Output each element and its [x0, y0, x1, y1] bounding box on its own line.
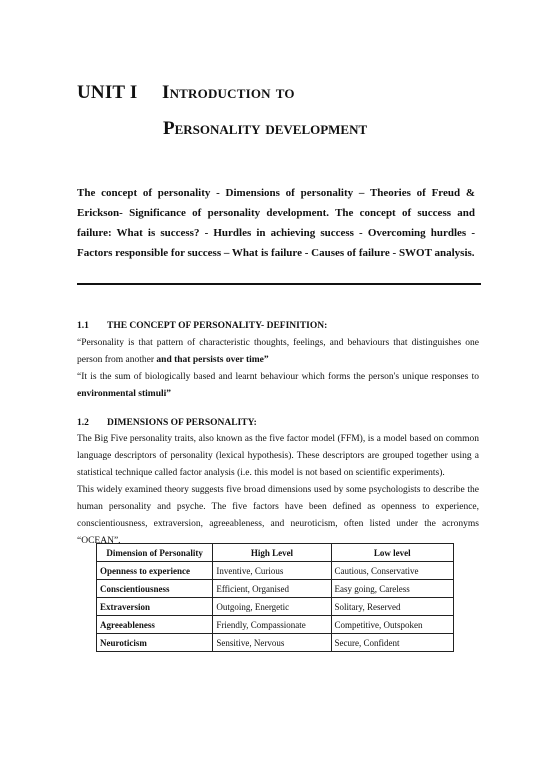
low-level-cell: Competitive, Outspoken	[331, 616, 453, 634]
unit-number: UNIT I	[77, 82, 138, 103]
section-number: 1.1	[77, 321, 89, 331]
definition-emphasis: and that persists over time”	[156, 355, 269, 365]
column-header: Dimension of Personality	[97, 544, 213, 562]
column-header: High Level	[213, 544, 331, 562]
high-level-cell: Inventive, Curious	[213, 562, 331, 580]
section-title: THE CONCEPT OF PERSONALITY- DEFINITION:	[107, 321, 328, 331]
high-level-cell: Efficient, Organised	[213, 580, 331, 598]
table-row	[97, 580, 454, 598]
table-row	[97, 616, 454, 634]
unit-summary: The concept of personality - Dimensions of personality – Theories of Freud & Erickson- Significance of personality development. The concept of success and failure: What is success? - Hurdles in achieving success - Overcoming hurdles - Factors responsible for success – What is failure - Causes of failure - SWOT analysis.	[77, 187, 475, 259]
high-level-cell: Sensitive, Nervous	[213, 634, 331, 652]
dimension-cell: Conscientiousness	[97, 580, 213, 598]
unit-heading	[77, 82, 295, 104]
big-five-paragraph: The Big Five personality traits, also known as the five factor model (FFM), is a model based on common language descriptors of personality (lexical hypothesis). These descriptors are grouped together using a statistical technique called factor analysis (i.e. this model is not based on scientific experiments).	[77, 434, 479, 478]
definition-emphasis: environmental stimuli”	[77, 389, 172, 399]
section-heading-1-2	[77, 418, 257, 428]
high-level-cell: Outgoing, Energetic	[213, 598, 331, 616]
dimension-cell: Agreeableness	[97, 616, 213, 634]
definition-text: “Personality is that pattern of characteristic thoughts, feelings, and behaviours that distinguishes one person from another	[77, 338, 479, 365]
table-row	[97, 562, 454, 580]
dimension-cell: Neuroticism	[97, 634, 213, 652]
low-level-cell: Cautious, Conservative	[331, 562, 453, 580]
definition-text: “It is the sum of biologically based and learnt behaviour which forms the person's unique responses to	[77, 372, 479, 382]
section-divider	[77, 283, 481, 285]
dimension-cell: Extraversion	[97, 598, 213, 616]
unit-title-line1: Introduction to	[162, 82, 295, 103]
personality-definition-1	[77, 335, 479, 369]
table-row	[97, 598, 454, 616]
section-heading-1-1	[77, 321, 327, 331]
high-level-cell: Friendly, Compassionate	[213, 616, 331, 634]
low-level-cell: Easy going, Careless	[331, 580, 453, 598]
low-level-cell: Solitary, Reserved	[331, 598, 453, 616]
personality-dimensions-table	[96, 543, 454, 652]
table-header-row	[97, 544, 454, 562]
low-level-cell: Secure, Confident	[331, 634, 453, 652]
column-header: Low level	[331, 544, 453, 562]
ocean-paragraph: This widely examined theory suggests five broad dimensions used by some psychologists to describe the human personality and psyche. The five factors have been defined as openness to experience, conscientiousness, extraversion, agreeableness, and neuroticism, often listed under the acronyms “OCEAN”.	[77, 485, 479, 546]
section-title: DIMENSIONS OF PERSONALITY:	[107, 418, 257, 428]
table-row	[97, 634, 454, 652]
dimension-cell: Openness to experience	[97, 562, 213, 580]
unit-title-line2: Personality development	[163, 118, 368, 139]
personality-definition-2	[77, 369, 479, 403]
section-number: 1.2	[77, 418, 89, 428]
